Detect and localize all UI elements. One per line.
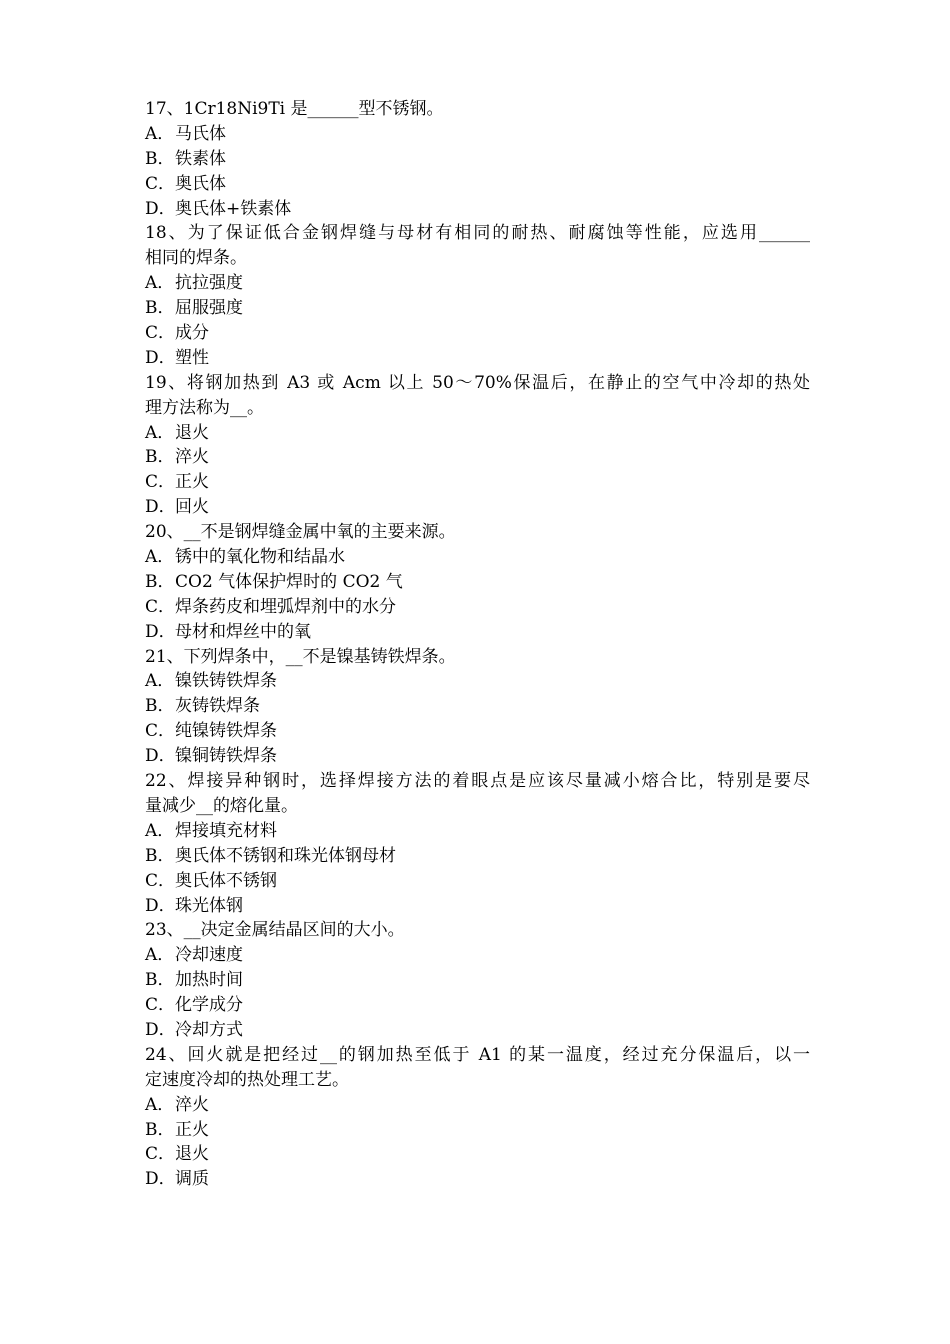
option-d <box>145 744 810 769</box>
option-letter: D． <box>145 1019 176 1040</box>
option-d <box>145 620 810 645</box>
question-stem: 17、1Cr18Ni9Ti 是______型不锈钢。 <box>145 99 444 119</box>
option-text: 加热时间 <box>175 970 243 991</box>
option-letter: A． <box>145 1094 175 1115</box>
option-letter: D． <box>145 621 176 642</box>
option-text: 淬火 <box>175 1094 209 1115</box>
option-letter: B． <box>145 148 175 169</box>
option-text: 马氏体 <box>175 123 226 144</box>
question-23 <box>145 918 810 1042</box>
option-c <box>145 321 810 346</box>
question-24 <box>145 1043 810 1192</box>
option-a <box>145 545 810 570</box>
option-text: 回火 <box>175 497 209 518</box>
option-text: 母材和焊丝中的氧 <box>175 621 311 642</box>
document-body <box>145 97 810 1192</box>
option-a <box>145 271 810 296</box>
question-stem: 19、将钢加热到 A3 或 Acm 以上 50～70%保温后，在静止的空气中冷却的热处 <box>145 372 810 393</box>
question-stem: 23、__决定金属结晶区间的大小。 <box>145 920 405 941</box>
question-stem: 22、焊接异种钢时，选择焊接方法的着眼点是应该尽量减小熔合比，特别是要尽 <box>145 771 810 792</box>
option-b <box>145 296 810 321</box>
option-text: 正火 <box>175 472 209 493</box>
option-b <box>145 694 810 719</box>
option-a <box>145 819 810 844</box>
question-19 <box>145 371 810 520</box>
option-text: 抗拉强度 <box>175 273 243 294</box>
option-letter: D． <box>145 746 176 767</box>
option-text: 焊接填充材料 <box>175 820 277 841</box>
option-b <box>145 968 810 993</box>
option-letter: C． <box>145 472 176 493</box>
option-d <box>145 894 810 919</box>
option-letter: A． <box>145 123 175 144</box>
option-text: 塑性 <box>175 347 209 368</box>
option-letter: D． <box>145 895 176 916</box>
option-a <box>145 421 810 446</box>
option-text: 奥氏体+铁素体 <box>175 198 292 219</box>
option-letter: B． <box>145 696 175 717</box>
option-text: 正火 <box>175 1119 209 1140</box>
option-text: 奥氏体 <box>175 173 226 194</box>
option-c <box>145 869 810 894</box>
option-letter: B． <box>145 845 175 866</box>
question-stem: 21、下列焊条中，__不是镍基铸铁焊条。 <box>145 646 456 667</box>
option-c <box>145 172 810 197</box>
option-a <box>145 1093 810 1118</box>
option-text: 锈中的氧化物和结晶水 <box>175 547 345 568</box>
option-a <box>145 122 810 147</box>
option-letter: D． <box>145 1169 176 1190</box>
option-c <box>145 595 810 620</box>
option-letter: A． <box>145 820 175 841</box>
option-text: 屈服强度 <box>175 298 243 319</box>
option-letter: B． <box>145 447 175 468</box>
option-letter: D． <box>145 347 176 368</box>
question-21 <box>145 645 810 769</box>
option-letter: D． <box>145 198 176 219</box>
option-text: 成分 <box>175 323 209 344</box>
option-letter: A． <box>145 547 175 568</box>
option-d <box>145 1167 810 1192</box>
option-d <box>145 495 810 520</box>
option-text: 奥氏体不锈钢 <box>175 870 277 891</box>
option-d <box>145 1018 810 1043</box>
option-c <box>145 719 810 744</box>
option-text: 纯镍铸铁焊条 <box>175 721 277 742</box>
option-text: 淬火 <box>175 447 209 468</box>
option-letter: B． <box>145 1119 175 1140</box>
option-letter: B． <box>145 970 175 991</box>
option-letter: C． <box>145 173 176 194</box>
option-text: 珠光体钢 <box>175 895 243 916</box>
option-d <box>145 346 810 371</box>
option-letter: A． <box>145 422 175 443</box>
option-letter: C． <box>145 721 176 742</box>
option-b <box>145 570 810 595</box>
option-text: 奥氏体不锈钢和珠光体钢母材 <box>175 845 396 866</box>
option-c <box>145 1142 810 1167</box>
option-letter: B． <box>145 571 175 592</box>
option-text: 镍铜铸铁焊条 <box>175 746 277 767</box>
option-letter: A． <box>145 945 175 966</box>
option-letter: C． <box>145 596 176 617</box>
question-18 <box>145 221 810 370</box>
option-letter: C． <box>145 323 176 344</box>
question-stem: 24、回火就是把经过__的钢加热至低于 A1 的某一温度，经过充分保温后，以一 <box>145 1044 810 1065</box>
option-letter: B． <box>145 298 175 319</box>
option-a <box>145 943 810 968</box>
option-text: 焊条药皮和埋弧焊剂中的水分 <box>175 596 396 617</box>
question-20 <box>145 520 810 644</box>
option-c <box>145 993 810 1018</box>
option-text: 灰铸铁焊条 <box>175 696 260 717</box>
option-letter: C． <box>145 1144 176 1165</box>
option-b <box>145 1118 810 1143</box>
question-stem-continued: 量减少__的熔化量。 <box>145 795 298 816</box>
question-stem: 20、__不是钢焊缝金属中氧的主要来源。 <box>145 522 456 543</box>
option-text: 调质 <box>175 1169 209 1190</box>
option-letter: D． <box>145 497 176 518</box>
option-b <box>145 844 810 869</box>
question-stem-continued: 理方法称为__。 <box>145 397 264 418</box>
option-c <box>145 470 810 495</box>
option-text: 冷却速度 <box>175 945 243 966</box>
question-stem: 18、为了保证低合金钢焊缝与母材有相同的耐热、耐腐蚀等性能，应选用______ <box>145 223 810 244</box>
option-text: 铁素体 <box>175 148 226 169</box>
question-stem-continued: 定速度冷却的热处理工艺。 <box>145 1069 349 1090</box>
option-text: 镍铁铸铁焊条 <box>175 671 277 692</box>
option-letter: A． <box>145 273 175 294</box>
question-22 <box>145 769 810 918</box>
option-text: CO2 气体保护焊时的 CO2 气 <box>175 571 403 592</box>
option-a <box>145 669 810 694</box>
option-letter: C． <box>145 995 176 1016</box>
option-letter: A． <box>145 671 175 692</box>
option-b <box>145 147 810 172</box>
option-text: 冷却方式 <box>175 1019 243 1040</box>
option-letter: C． <box>145 870 176 891</box>
question-17 <box>145 97 810 221</box>
option-text: 退火 <box>175 1144 209 1165</box>
option-text: 退火 <box>175 422 209 443</box>
option-b <box>145 445 810 470</box>
question-stem-continued: 相同的焊条。 <box>145 248 247 269</box>
option-d <box>145 197 810 222</box>
option-text: 化学成分 <box>175 995 243 1016</box>
